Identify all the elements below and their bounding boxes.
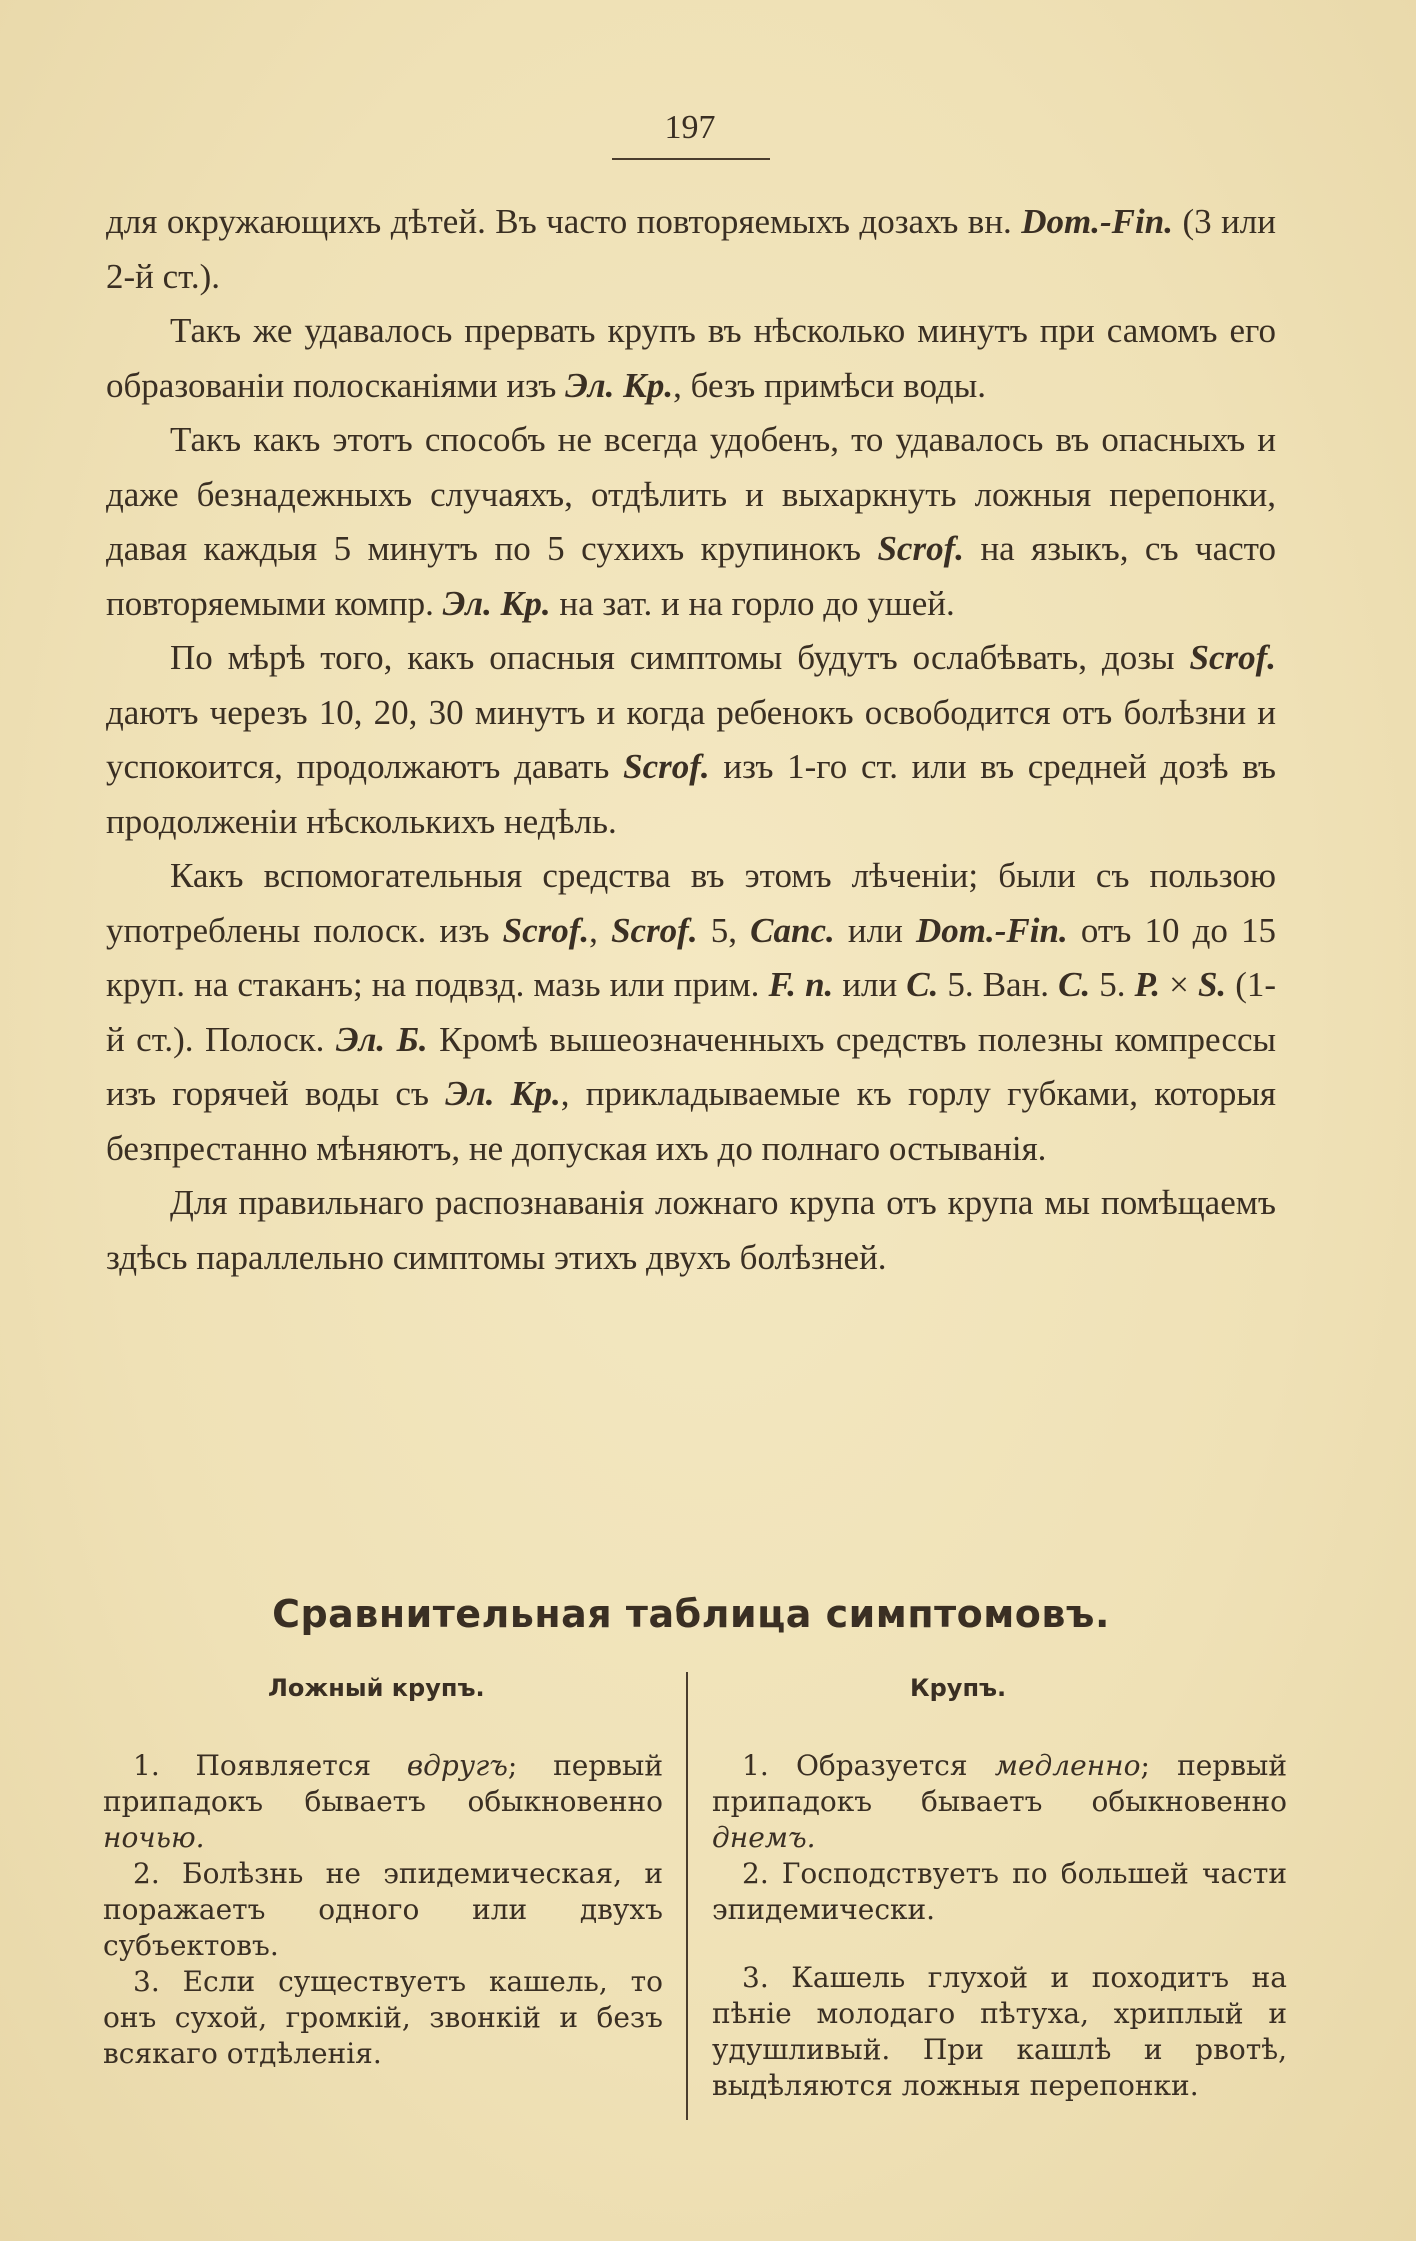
paragraph-6: Для правильнаго распознаванія ложнаго крупа отъ крупа мы помѣщаемъ здѣсь параллельно симптомы этихъ двухъ болѣзней. (106, 1183, 1276, 1277)
false-croup-item-1: 1. Появляется вдругъ; первый припадокъ бываетъ обыкновенно ночью. (103, 1749, 663, 1854)
false-croup-item-2: 2. Болѣзнь не эпидемическая, и поражаетъ одного или двухъ субъектовъ. (103, 1857, 663, 1962)
column-heading-false-croup: Ложный крупъ. (268, 1674, 485, 1702)
column-heading-croup: Крупъ. (910, 1674, 1007, 1702)
body-text (106, 195, 1276, 1285)
column-divider (686, 1672, 688, 2120)
paragraph-2: Такъ же удавалось прервать крупъ въ нѣсколько минутъ при самомъ его образованіи полосканіями изъ Эл. Кр., безъ примѣси воды. (106, 311, 1276, 405)
false-croup-item-3: 3. Если существуетъ кашель, то онъ сухой, громкій, звонкій и безъ всякаго отдѣленія. (103, 1965, 663, 2070)
column-croup (712, 1670, 1287, 2104)
column-false-croup (103, 1670, 663, 2072)
croup-item-2: 2. Господствуетъ по большей части эпидемически. (712, 1857, 1287, 1926)
croup-item-3: 3. Кашель глухой и походитъ на пѣніе молодаго пѣтуха, хриплый и удушливый. При кашлѣ и рвотѣ, выдѣляются ложныя перепонки. (712, 1961, 1287, 2102)
paragraph-4: По мѣрѣ того, какъ опасныя симптомы будутъ ослабѣвать, дозы Scrof. даютъ черезъ 10, 20, 30 минутъ и когда ребенокъ освободится отъ болѣзни и успокоится, продолжаютъ давать Scrof. изъ 1-го ст. или въ средней дозѣ въ продолженіи нѣсколькихъ недѣль. (106, 638, 1277, 841)
paragraph-1: для окружающихъ дѣтей. Въ часто повторяемыхъ дозахъ вн. Dom.-Fin. (3 или 2-й ст.). (106, 202, 1276, 296)
page-number-rule (612, 158, 770, 160)
spacer (712, 1928, 1287, 1960)
paragraph-5: Какъ вспомогательныя средства въ этомъ лѣченіи; были съ пользою употреблены полоск. изъ Scrof., Scrof. 5, Canc. или Dom.-Fin. отъ 10 до 15 круп. на стаканъ; на подвзд. мазь или прим. F. n. или C. 5. Ван. C. 5. P. × S. (1-й ст.). Полоск. Эл. Б. Кромѣ вышеозначенныхъ средствъ полезны компрессы изъ горячей воды съ Эл. Кр., прикладываемые къ горлу губками, которыя безпрестанно мѣняютъ, не допуская ихъ до полнаго остыванія. (106, 856, 1277, 1168)
page-number: 197 (664, 109, 716, 146)
croup-item-1: 1. Образуется медленно; первый припадокъ бываетъ обыкновенно днемъ. (712, 1749, 1287, 1854)
paragraph-3: Такъ какъ этотъ способъ не всегда удобенъ, то удавалось въ опасныхъ и даже безнадежныхъ случаяхъ, отдѣлить и выхаркнуть ложныя перепонки, давая каждыя 5 минутъ по 5 сухихъ крупинокъ Scrof. на языкъ, съ часто повторяемыми компр. Эл. Кр. на зат. и на горло до ушей. (106, 420, 1277, 623)
table-title: Сравнительная таблица симптомовъ. (272, 1592, 1110, 1636)
